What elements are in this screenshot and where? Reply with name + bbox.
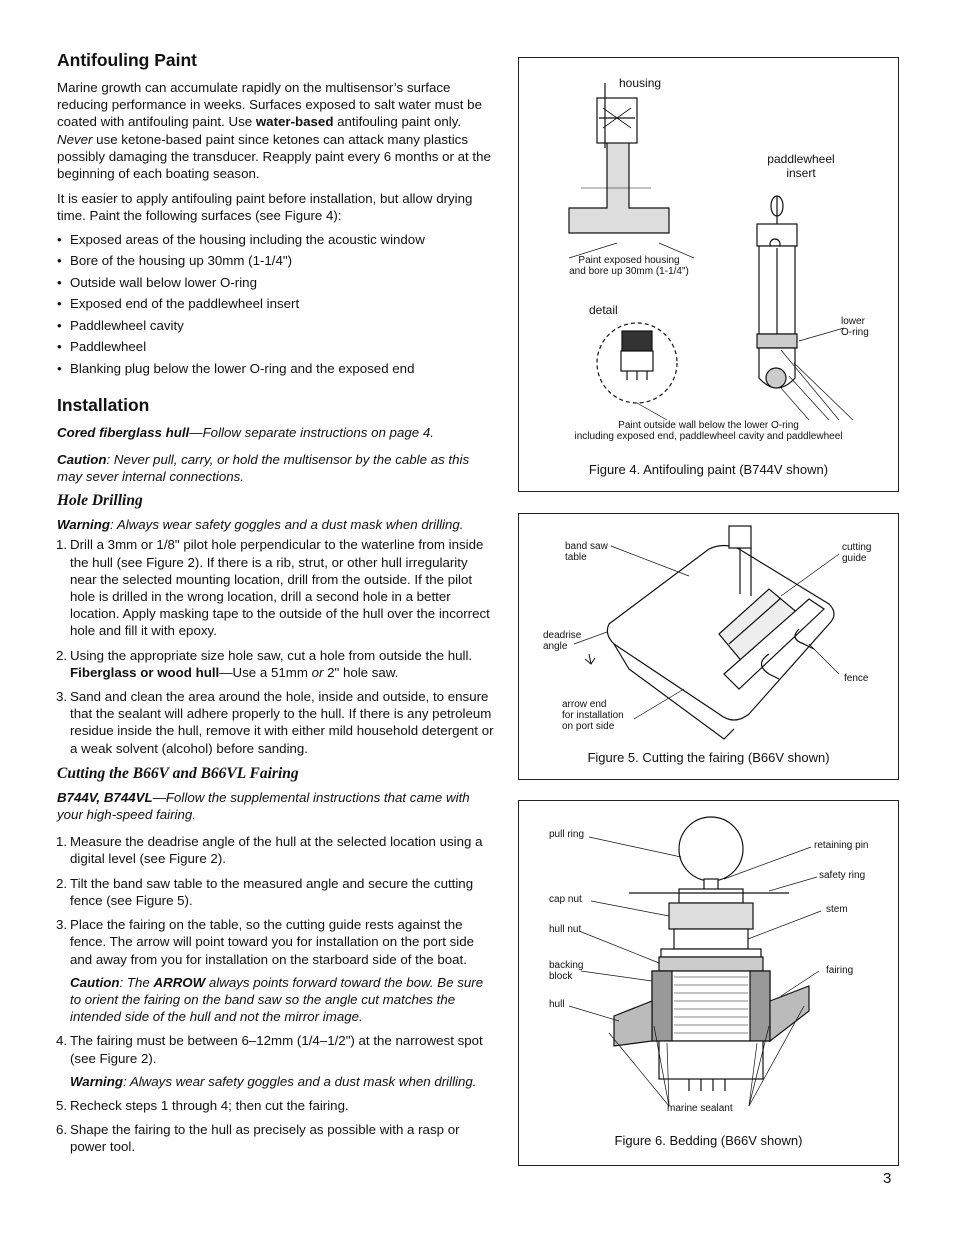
housing-label: housing: [619, 76, 662, 90]
step-text: Measure the deadrise angle of the hull at the selected location using a digital level (see Figure 2).: [70, 834, 483, 867]
detail-label: detail: [589, 303, 618, 317]
lower-oring-label: lower O-ring: [841, 316, 869, 338]
list-item: • Outside wall below lower O-ring: [57, 274, 494, 291]
list-item: [57, 1032, 494, 1090]
step-text: Recheck steps 1 through 4; then cut the fairing.: [70, 1097, 349, 1113]
text-run: —Follow separate instructions on page 4.: [189, 424, 434, 440]
list-item: [57, 833, 494, 867]
cap-nut-label: cap nut: [549, 894, 582, 905]
step-number: 1.: [56, 537, 68, 553]
step-text: Shape the fairing to the hull as precisely as possible with a rasp or power tool.: [70, 1122, 460, 1155]
cutting-warning: [70, 1073, 494, 1090]
text-run: : Always wear safety goggles and a dust mask when drilling.: [122, 1073, 477, 1089]
step-number: 2.: [56, 875, 68, 891]
list-item: [57, 916, 494, 1025]
list-item: • Paddlewheel: [57, 338, 494, 355]
installation-heading: Installation: [57, 394, 150, 415]
hull-nut-label: hull nut: [549, 924, 582, 935]
warning-label: Warning: [57, 517, 110, 533]
list-item: • Paddlewheel cavity: [57, 317, 494, 334]
caution-note: [57, 451, 494, 485]
stem-label: stem: [826, 904, 848, 915]
paint-housing-label: Paint exposed housing and bore up 30mm (1-1/4"): [569, 255, 689, 277]
emphasis-never: Never: [57, 131, 93, 147]
step-text: 2" hole saw.: [323, 664, 399, 680]
step-number: 2.: [56, 647, 68, 663]
drilling-warning: [57, 516, 494, 533]
list-item: [57, 536, 494, 639]
cored-label: Cored fiberglass hull: [57, 424, 190, 440]
paint-surfaces-list: [57, 231, 494, 377]
text-run: : Always wear safety goggles and a dust mask when drilling.: [109, 517, 464, 533]
step-number: 3.: [56, 917, 68, 933]
step-text: The fairing must be between 6–12mm (1/4–1/2") at the narrowest spot (see Figure 2).: [70, 1033, 483, 1066]
step-text: Using the appropriate size hole saw, cut a hole from outside the hull.: [70, 647, 473, 663]
fence-label: fence: [844, 673, 869, 684]
step-number: 6.: [56, 1122, 68, 1138]
list-item: • Exposed areas of the housing including the acoustic window: [57, 231, 494, 248]
backing-block-label: backing block: [549, 960, 584, 982]
warning-label: Warning: [70, 1073, 123, 1089]
list-item: [57, 875, 494, 909]
hole-drilling-heading: Hole Drilling: [57, 492, 143, 510]
figure-5-caption: Figure 5. Cutting the fairing (B66V shown): [587, 750, 830, 765]
marine-sealant-label: marine sealant: [667, 1103, 733, 1114]
figure-4-caption: Figure 4. Antifouling paint (B744V shown): [588, 462, 829, 477]
cutting-steps: [57, 833, 494, 1155]
emphasis: Fiberglass or wood hull: [70, 664, 220, 680]
figure-6-caption: Figure 6. Bedding (B66V shown): [614, 1133, 803, 1148]
retaining-pin-label: retaining pin: [814, 840, 869, 851]
hull-label: hull: [549, 999, 565, 1010]
text-run: use ketone-based paint since ketones can attack many plastics possibly damaging the transducer. Reapply paint every 6 months or at the beginning of each boating season.: [57, 131, 491, 182]
pull-ring-label: pull ring: [549, 829, 585, 840]
antifouling-paragraph: [57, 79, 494, 182]
step-number: 5.: [56, 1097, 68, 1113]
text-run: always points forward toward the bow. Be sure to orient the fairing on the band saw so the angle cut matches the intended side of the hull and not the mirror image.: [70, 974, 484, 1025]
arrow-end-label: arrow end for installation on port side: [562, 699, 624, 732]
b744v-note: [57, 789, 494, 823]
left-column: [57, 50, 494, 1164]
step-number: 1.: [56, 834, 68, 850]
list-item: • Exposed end of the paddlewheel insert: [57, 295, 494, 312]
step-number: 4.: [56, 1033, 68, 1049]
step-number: 3.: [56, 689, 68, 705]
figure-5: [518, 513, 899, 780]
list-item: [57, 647, 494, 681]
cutting-heading: Cutting the B66V and B66VL Fairing: [57, 764, 299, 782]
caution-label: Caution: [70, 974, 120, 990]
step-text: Place the fairing on the table, so the cutting guide rests against the fence. The arrow will point toward you for installation on the port side and away from you for installation on the starboard side of the boat.: [70, 917, 475, 967]
text-run: : Never pull, carry, or hold the multisensor by the cable as this may sever internal connections.: [57, 451, 470, 485]
paint-outside-label: Paint outside wall below the lower O-ring including exposed end, paddlewheel cavity and paddlewheel: [574, 420, 843, 442]
deadrise-angle-label: deadrise angle: [543, 630, 582, 652]
antifouling-paragraph-2: It is easier to apply antifouling paint before installation, but allow drying time. Paint the following surfaces (see Figure 4):: [57, 191, 473, 224]
arrow-label: ARROW: [153, 974, 206, 990]
safety-ring-label: safety ring: [819, 870, 866, 881]
fairing-label: fairing: [826, 965, 854, 976]
arrow-caution: [70, 974, 494, 1026]
list-item: • Bore of the housing up 30mm (1-1/4"): [57, 252, 494, 269]
list-item: [57, 1097, 494, 1114]
cutting-guide-label: cutting guide: [842, 542, 872, 564]
figure-4: [518, 57, 899, 492]
emphasis-water-based: water-based: [255, 114, 334, 130]
cored-hull-note: [57, 424, 494, 441]
step-text: —Use a 51mm: [219, 664, 312, 680]
text-run: Marine growth can accumulate rapidly on the multisensor’s surface reducing performance in weeks. Surfaces exposed to salt water must be coated with antifouling paint. Use: [57, 80, 482, 130]
antifouling-heading: Antifouling Paint: [57, 50, 197, 70]
step-text: Tilt the band saw table to the measured angle and secure the cutting fence (see Figure 5).: [70, 875, 474, 908]
text-run: : The: [119, 974, 154, 990]
text-run: —Follow the supplemental instructions that came with your high-speed fairing.: [57, 789, 470, 823]
figure-6: [518, 800, 899, 1166]
text-run: antifouling paint only.: [333, 114, 462, 130]
band-saw-table-label: band saw table: [565, 541, 608, 563]
caution-label: Caution: [57, 451, 107, 467]
drilling-steps: [57, 536, 494, 756]
step-text: Drill a 3mm or 1/8" pilot hole perpendicular to the waterline from inside the hull (see Figure 2). If there is a rib, strut, or other hull irregularity near the selected mounting location, drill from the outside. If the pilot hole is drilled in the wrong location, drill a second hole in a better location. Apply masking tape to the outside of the hull over the incorrect hole and fill it with epoxy.: [70, 537, 490, 639]
step-text: Sand and clean the area around the hole, inside and outside, to ensure that the sealant will adhere properly to the hull. If there is any petroleum residue inside the hull, remove it with either mild household detergent or a weak solvent (alcohol) before sanding.: [70, 689, 494, 756]
model-label: B744V, B744VL: [57, 789, 153, 805]
list-item: [57, 688, 494, 757]
paddlewheel-insert-label: paddlewheel insert: [767, 152, 835, 180]
page-number: 3: [883, 1170, 892, 1187]
list-item: • Blanking plug below the lower O-ring and the exposed end: [57, 360, 494, 377]
emphasis: or: [311, 664, 324, 680]
list-item: [57, 1121, 494, 1155]
